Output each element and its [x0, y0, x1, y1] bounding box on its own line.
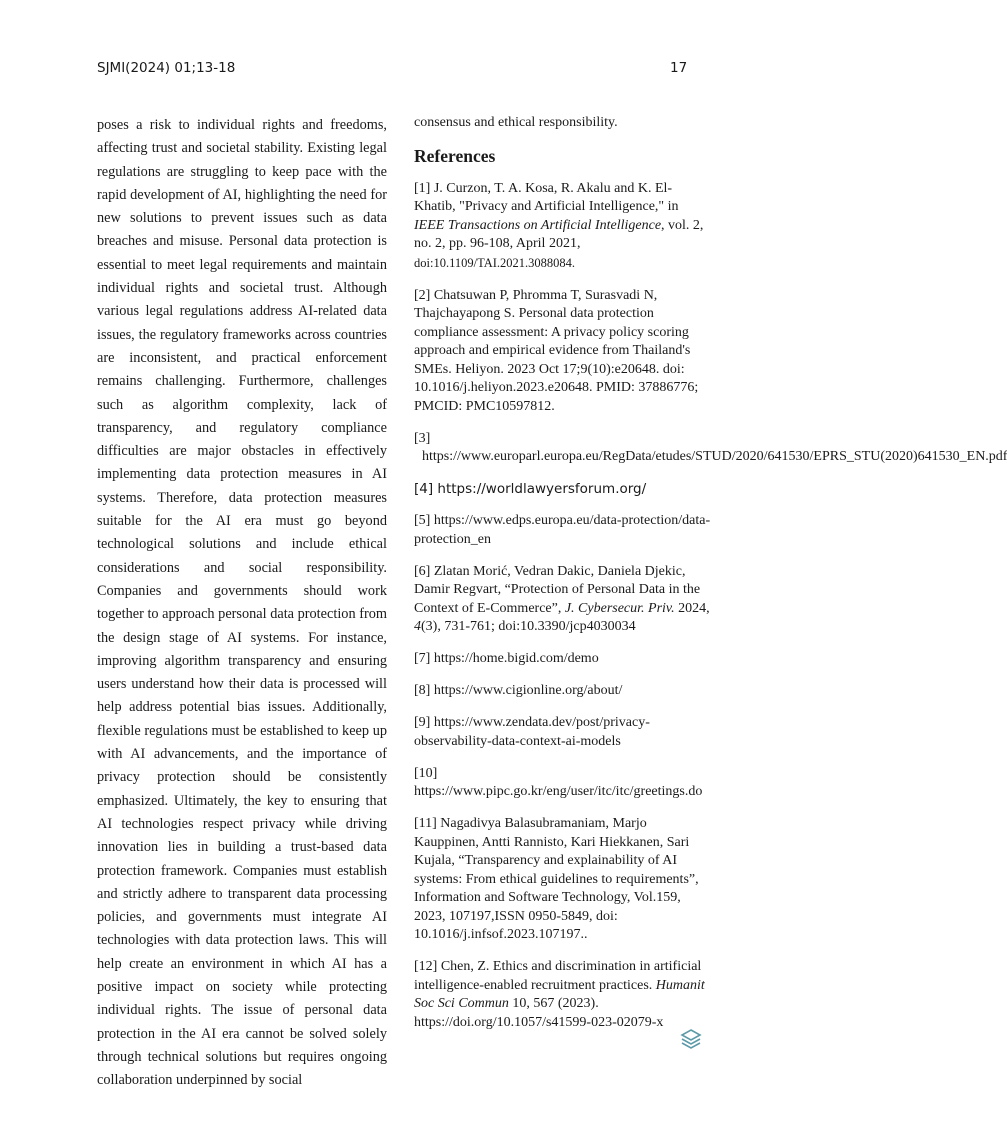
reference-6 — [414, 563, 712, 637]
reference-text: [1] J. Curzon, T. A. Kosa, R. Akalu and K. El-Khatib, "Privacy and Artificial Intelligence," in — [414, 180, 679, 214]
reference-journal: Humanit Soc Sci Commun — [414, 977, 705, 1011]
page-number: 17 — [670, 60, 688, 76]
reference-text: [12] Chen, Z. Ethics and discrimination in artificial intelligence-enabled recruitment practices. — [414, 959, 702, 993]
reference-7: [7] https://home.bigid.com/demo — [414, 651, 599, 666]
reference-text: [6] Zlatan Morić, Vedran Dakic, Daniela Djekic, Damir Regvart, “Protection of Personal Data in the Context of E-Commerce”, — [414, 563, 701, 616]
reference-1 — [414, 180, 712, 274]
references-heading: References — [414, 145, 496, 166]
reference-10: [10] https://www.pipc.go.kr/eng/user/itc/itc/greetings.do — [414, 765, 703, 799]
body-paragraph: poses a risk to individual rights and freedoms, affecting trust and societal stability. Existing legal regulations are struggling to keep pace with the rapid development of AI, highlighting the need for new solutions to prevent issues such as data breaches and misuse. Personal data protection is essential to meet legal requirements and maintain individual rights and societal trust. Although various legal regulations address AI-related data issues, the regulatory frameworks across countries are inconsistent, and practical enforcement remains challenging. Furthermore, challenges such as algorithm complexity, lack of transparency, and regulatory compliance difficulties are major obstacles in effectively implementing data protection measures in AI systems. Therefore, data protection measures suitable for the AI era must go beyond technological solutions and include ethical considerations and social responsibility. Companies and governments should work together to approach personal data protection from the design stage of AI systems. For instance, improving algorithm transparency and ensuring users understand how their data is processed will help address potential bias issues. Additionally, flexible regulations must be established to keep up with AI advancements, and the importance of privacy protection should be consistently emphasized. Ultimately, the key to ensuring that AI technologies respect privacy while driving innovation lies in building a trust-based data protection framework. Companies must establish and strictly adhere to transparent data processing policies, and governments must integrate AI technologies with data protection laws. This will help create an environment in which AI has a positive impact on society while protecting individual rights. The issue of personal data protection in the AI era cannot be solved solely through technical solutions but requires ongoing collaboration underpinned by social — [97, 117, 387, 1089]
reference-text: 10, 567 (2023). https://doi.org/10.1057/s41599-023-02079-x — [414, 996, 664, 1030]
left-column — [97, 114, 387, 1092]
publisher-logo-icon — [680, 1028, 702, 1052]
body-paragraph-end: consensus and ethical responsibility. — [414, 115, 618, 130]
reference-text: 2024, — [674, 600, 710, 616]
reference-12 — [414, 958, 712, 1032]
reference-text: , vol. 2, no. 2, pp. 96-108, April 2021, — [414, 217, 704, 251]
journal-header: SJMI(2024) 01;13-18 — [97, 60, 236, 76]
reference-9: [9] https://www.zendata.dev/post/privacy-observability-data-context-ai-models — [414, 715, 650, 749]
reference-11: [11] Nagadivya Balasubramaniam, Marjo Kauppinen, Antti Rannisto, Kari Hiekkanen, Sari Kujala, “Transparency and explainability of AI systems: From ethical guidelines to requirements”, Information and Software Technology, Vol.159, 2023, 107197,ISSN 0950-5849, doi: 10.1016/j.infsof.2023.107197.. — [414, 816, 699, 942]
reference-volume: 4 — [414, 619, 421, 634]
reference-8: [8] https://www.cigionline.org/about/ — [414, 683, 623, 698]
reference-2: [2] Chatsuwan P, Phromma T, Surasvadi N, Thajchayapong S. Personal data protection compliance assessment: A privacy policy scoring approach and empirical evidence from Thailand's SMEs. Heliyon. 2023 Oct 17;9(10):e20648. doi: 10.1016/j.heliyon.2023.e20648. PMID: 37886776; PMCID: PMC10597812. — [414, 287, 699, 414]
reference-doi: doi:10.1109/TAI.2021.3088084. — [414, 255, 576, 270]
reference-journal: IEEE Transactions on Artificial Intelligence — [414, 217, 662, 233]
reference-journal: J. Cybersecur. Priv. — [564, 600, 675, 616]
reference-5: [5] https://www.edps.europa.eu/data-protection/data-protection_en — [414, 513, 711, 547]
reference-4: [4] https://worldlawyersforum.org/ — [414, 481, 647, 497]
reference-3: [3] https://www.europarl.europa.eu/RegData/etudes/STUD/2020/641530/EPRS_STU(2020)641530_EN.pdf — [414, 430, 1007, 464]
right-column — [414, 114, 1007, 1046]
reference-text: (3), 731-761; doi:10.3390/jcp4030034 — [421, 619, 636, 634]
